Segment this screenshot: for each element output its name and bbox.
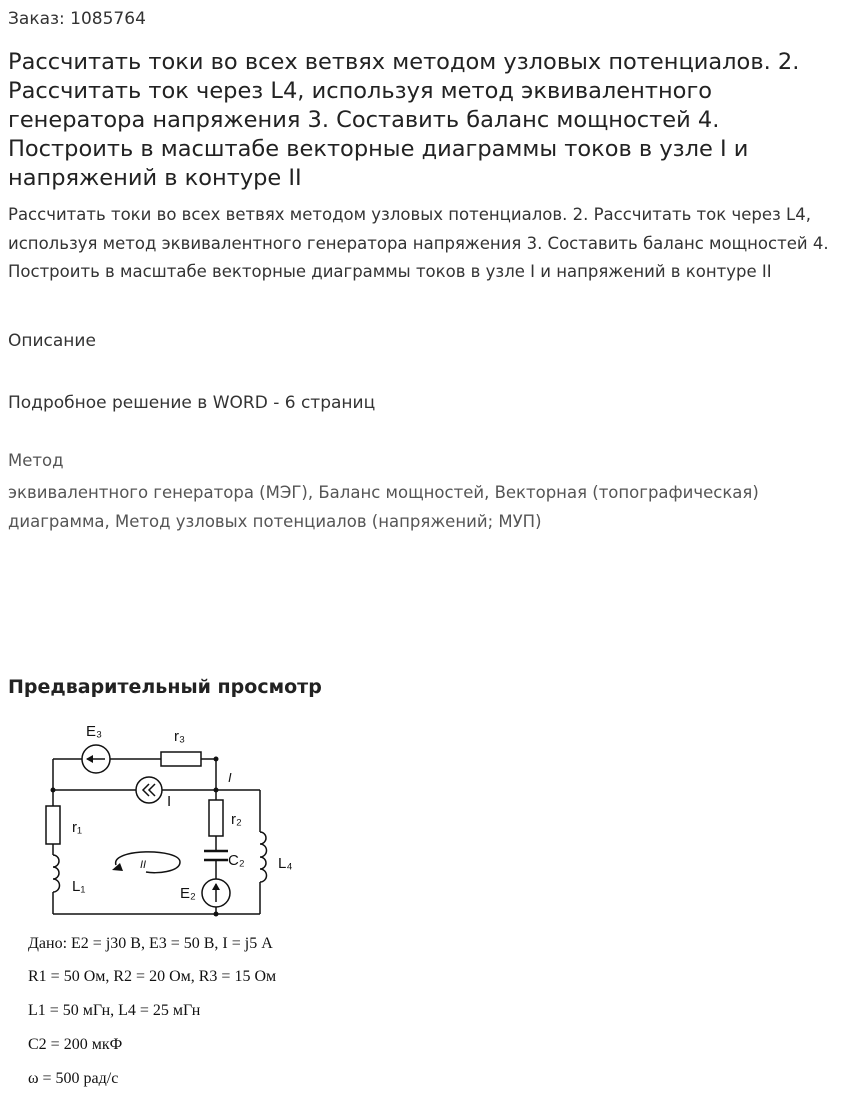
task-summary: Рассчитать токи во всех ветвях методом узловых потенциалов. 2. Рассчитать ток через L4, используя метод эквивалентного генератора напряжения 3. Составить баланс мощностей 4. Построить в масштабе векторные диаграммы токов в узле I и напряжений в контуре II xyxy=(8,205,829,281)
given-line: ω = 500 рад/с xyxy=(28,1070,119,1087)
l1-label: L₁ xyxy=(72,878,86,895)
r3-label: r₃ xyxy=(174,728,186,745)
node-dot xyxy=(51,788,56,793)
r2-resistor-icon xyxy=(209,800,223,836)
c2-label: C₂ xyxy=(228,852,245,869)
e3-label: E₃ xyxy=(86,723,103,740)
method-label: Метод xyxy=(8,451,64,470)
description-label: Описание xyxy=(8,331,96,351)
e2-source-icon xyxy=(202,879,230,907)
l4-label: L₄ xyxy=(278,855,293,872)
current-source-label: I xyxy=(167,793,172,810)
node-i-label: I xyxy=(228,770,232,785)
description-text: Подробное решение в WORD - 6 страниц xyxy=(8,393,376,413)
node-dot xyxy=(214,757,219,762)
current-source-icon xyxy=(136,777,162,803)
node-dot xyxy=(214,788,219,793)
r2-label: r₂ xyxy=(231,811,242,828)
r1-resistor-icon xyxy=(46,806,60,844)
given-line: R1 = 50 Ом, R2 = 20 Ом, R3 = 15 Ом xyxy=(28,968,277,985)
r3-resistor-icon xyxy=(161,752,201,766)
page-title: Рассчитать токи во всех ветвях методом узловых потенциалов. 2. Рассчитать ток через L4, используя метод эквивалентного генератора напряжения 3. Составить баланс мощностей 4. Построить в масштабе векторные диаграммы токов в узле I и напряжений в контуре II xyxy=(8,49,800,191)
node-dot xyxy=(214,912,219,917)
l1-inductor-icon xyxy=(53,855,60,892)
r1-label: r₁ xyxy=(72,819,83,836)
order-number: Заказ: 1085764 xyxy=(8,9,146,29)
given-line: Дано: E2 = j30 В, E3 = 50 В, I = j5 А xyxy=(28,935,273,952)
loop-ii-label: II xyxy=(140,859,147,871)
l4-inductor-icon xyxy=(260,832,267,882)
c2-capacitor-icon xyxy=(204,851,228,860)
method-text: эквивалентного генератора (МЭГ), Баланс мощностей, Векторная (топографическая) диаграмма, Метод узловых потенциалов (напряжений; МУП) xyxy=(8,483,759,531)
e3-source-icon xyxy=(82,745,110,773)
preview-heading: Предварительный просмотр xyxy=(8,676,322,698)
given-line: C2 = 200 мкФ xyxy=(28,1036,123,1053)
circuit-diagram xyxy=(28,712,328,924)
e2-label: E₂ xyxy=(180,885,196,902)
given-line: L1 = 50 мГн, L4 = 25 мГн xyxy=(28,1002,201,1019)
